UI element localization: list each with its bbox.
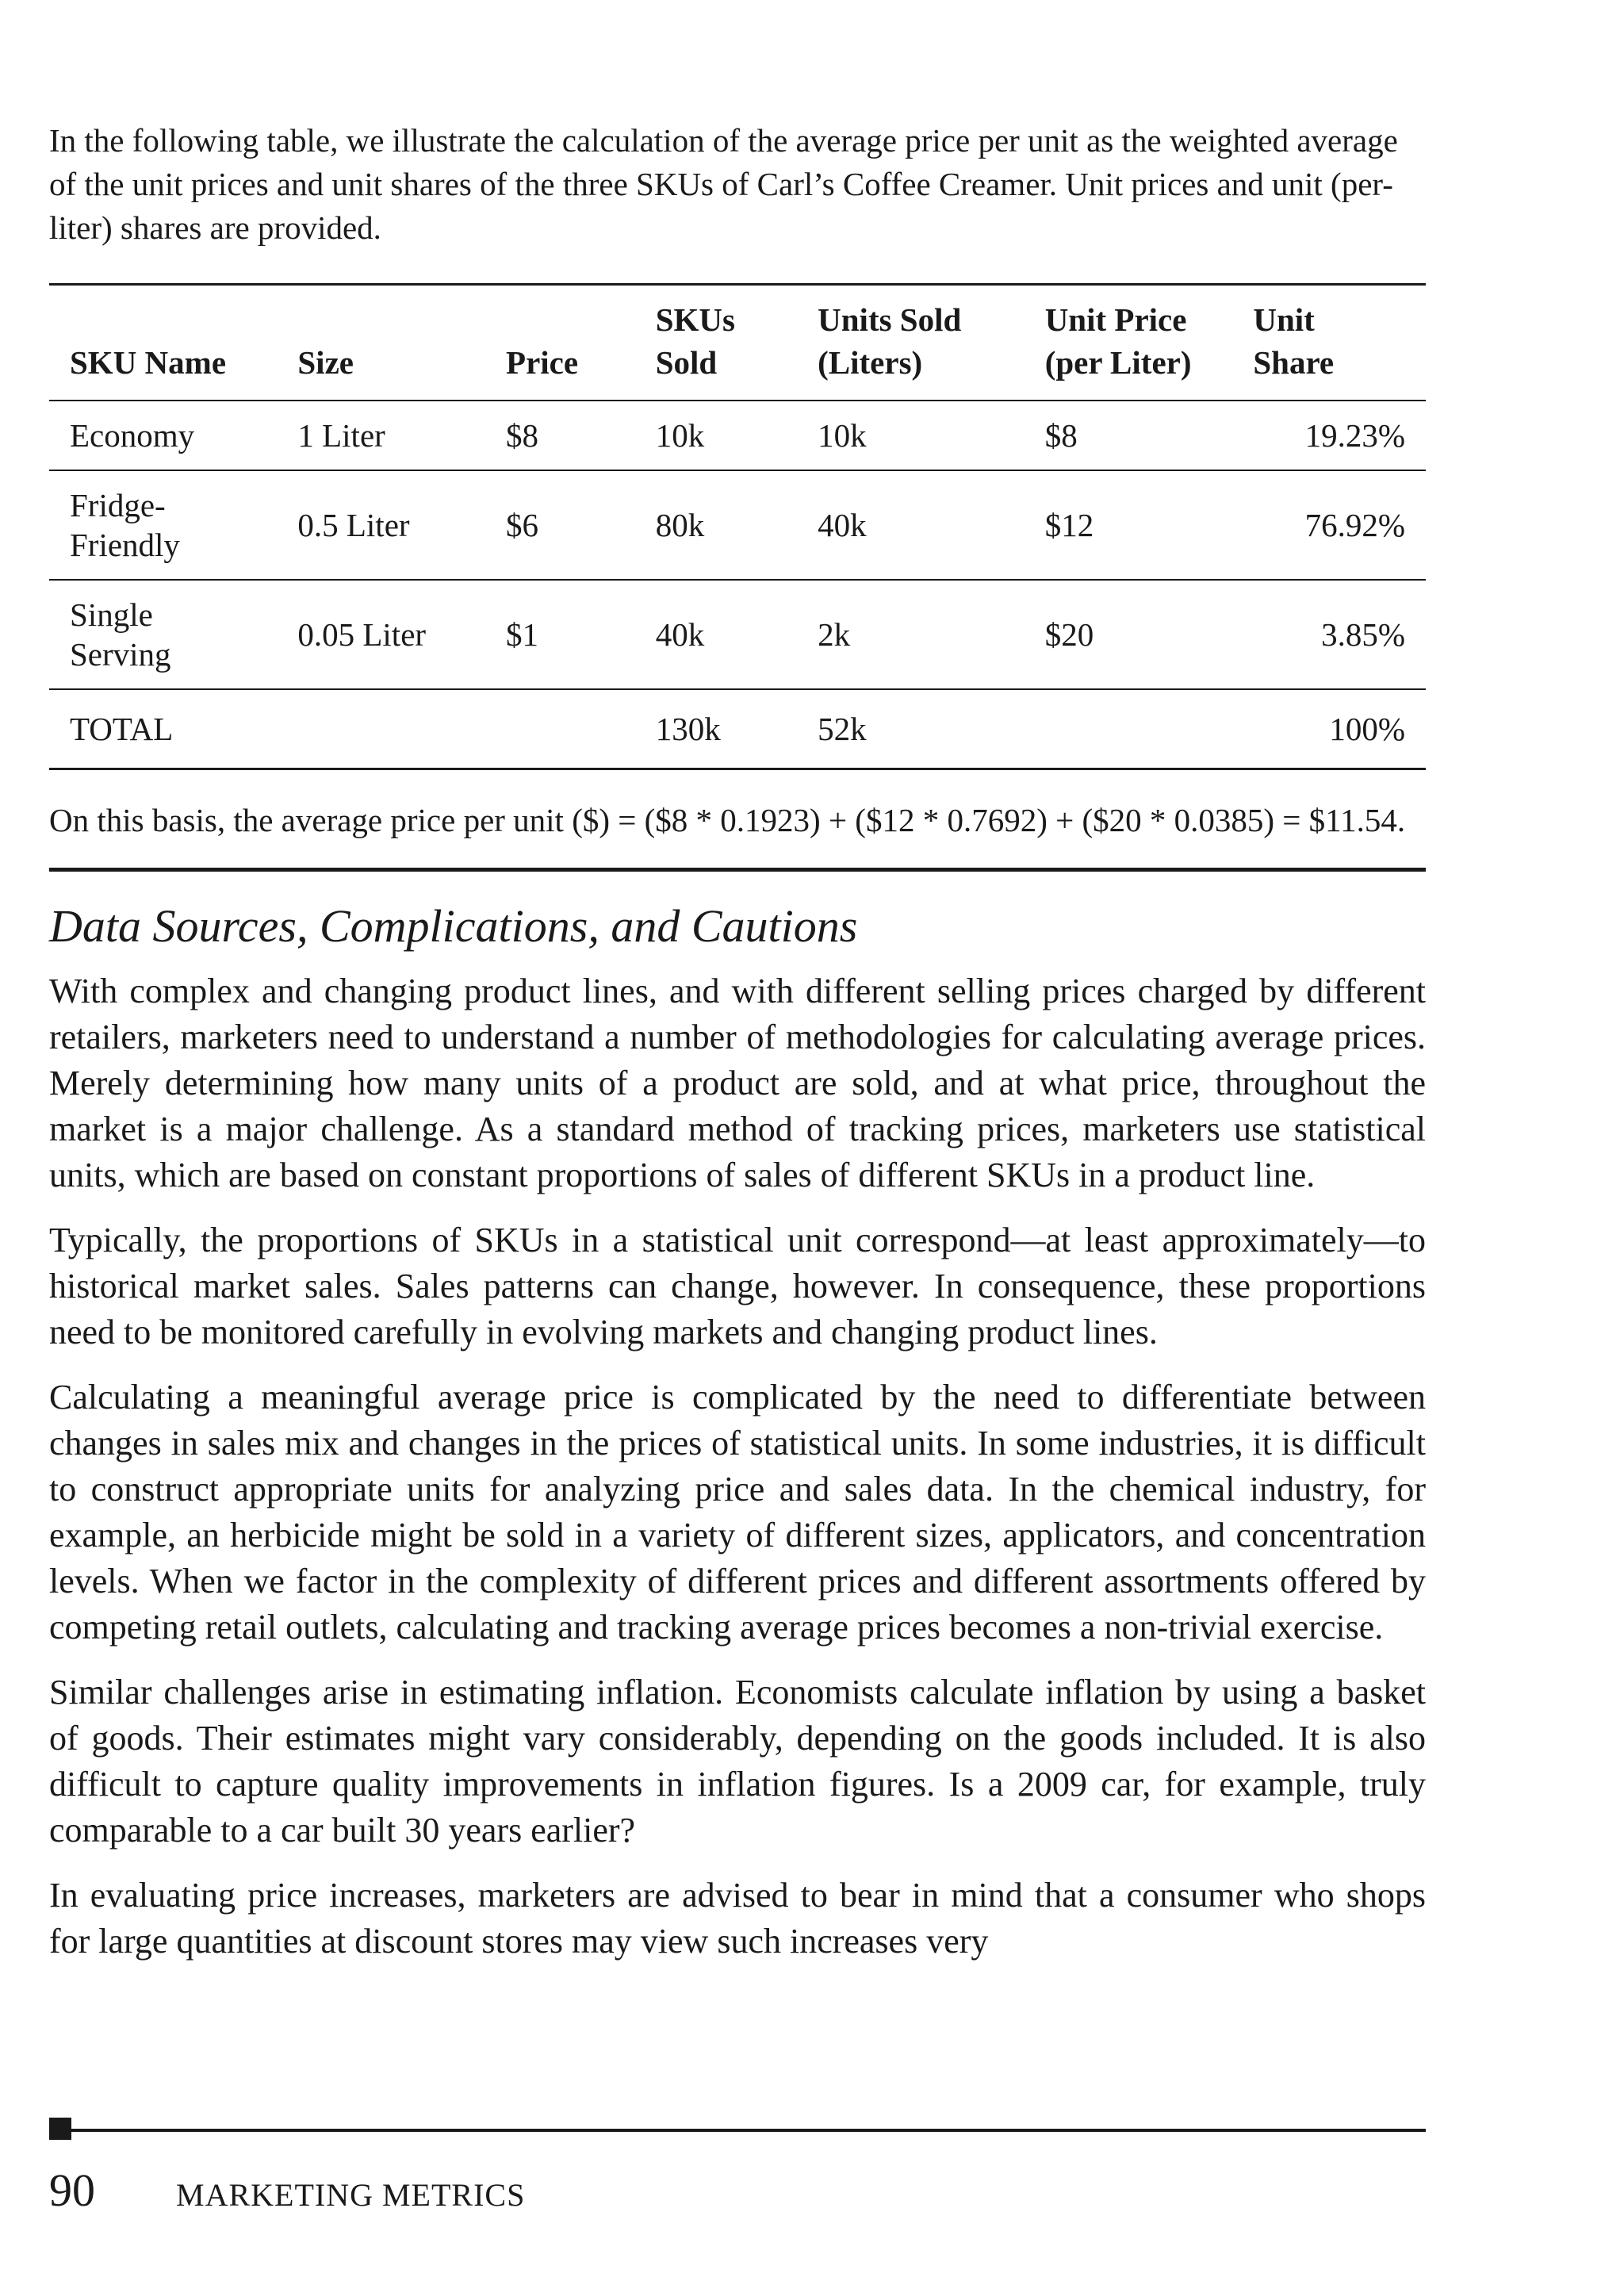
header-sku-name: SKU Name — [49, 285, 277, 401]
cell-units-sold: 2k — [797, 580, 1025, 689]
header-unit-share: Unit Share — [1232, 285, 1426, 401]
cell-skus-sold: 40k — [635, 580, 797, 689]
cell-units-sold: 40k — [797, 470, 1025, 580]
cell-total-unit-share: 100% — [1232, 689, 1426, 769]
page-content — [49, 119, 1426, 1984]
cell-unit-price: $12 — [1025, 470, 1233, 580]
cell-size: 1 Liter — [277, 401, 485, 470]
cell-sku-name: Economy — [49, 401, 277, 470]
cell-total-skus-sold: 130k — [635, 689, 797, 769]
cell-skus-sold: 10k — [635, 401, 797, 470]
cell-price: $6 — [485, 470, 635, 580]
header-unit-price: Unit Price (per Liter) — [1025, 285, 1233, 401]
cell-size: 0.05 Liter — [277, 580, 485, 689]
cell-unit-share: 76.92% — [1232, 470, 1426, 580]
body-paragraph: In evaluating price increases, marketers are advised to bear in mind that a consumer who shops for large quantities at discount stores may view such increases very — [49, 1876, 1426, 1961]
table-row — [49, 401, 1426, 470]
footer-rule — [49, 2129, 1426, 2132]
square-marker-icon — [49, 2118, 71, 2140]
calculation-paragraph: On this basis, the average price per unit ($) = ($8 * 0.1923) + ($12 * 0.7692) + ($20 * 0.0385) = $11.54. — [49, 802, 1406, 838]
cell-unit-price: $20 — [1025, 580, 1233, 689]
table-row — [49, 470, 1426, 580]
cell-unit-share: 3.85% — [1232, 580, 1426, 689]
cell-size: 0.5 Liter — [277, 470, 485, 580]
header-units-sold: Units Sold (Liters) — [797, 285, 1025, 401]
body-paragraph: Similar challenges arise in estimating inflation. Economists calculate inflation by using a basket of goods. Their estimates might vary considerably, depending on the goods included. It is also difficult to capture quality improvements in inflation figures. Is a 2009 car, for example, truly comparable to a car built 30 years earlier? — [49, 1673, 1426, 1850]
cell-unit-share: 19.23% — [1232, 401, 1426, 470]
page-number: 90 — [49, 2164, 95, 2216]
section-heading: Data Sources, Complications, and Cautions — [49, 900, 858, 952]
cell-total-size — [277, 689, 485, 769]
cell-price: $8 — [485, 401, 635, 470]
sku-table — [49, 283, 1426, 770]
cell-units-sold: 10k — [797, 401, 1025, 470]
cell-total-unit-price — [1025, 689, 1233, 769]
body-paragraph: Calculating a meaningful average price is complicated by the need to differentiate between changes in sales mix and changes in the prices of statistical units. In some industries, it is difficult to construct appropriate units for analyzing price and sales data. In the chemical industry, for example, an herbicide might be sold in a variety of different sizes, applicators, and concentration levels. When we factor in the complexity of different prices and different assortments offered by competing retail outlets, calculating and tracking average prices becomes a non-trivial exercise. — [49, 1378, 1426, 1647]
intro-paragraph: In the following table, we illustrate the calculation of the average price per unit as the weighted average of the unit prices and unit shares of the three SKUs of Carl’s Coffee Creamer. Unit prices and unit (per-liter) shares are provided. — [49, 122, 1398, 246]
cell-total-price — [485, 689, 635, 769]
table-row — [49, 580, 1426, 689]
section-divider — [49, 868, 1426, 872]
cell-total-label: TOTAL — [49, 689, 277, 769]
table-total-row — [49, 689, 1426, 769]
cell-skus-sold: 80k — [635, 470, 797, 580]
cell-total-units-sold: 52k — [797, 689, 1025, 769]
cell-price: $1 — [485, 580, 635, 689]
cell-unit-price: $8 — [1025, 401, 1233, 470]
header-skus-sold: SKUs Sold — [635, 285, 797, 401]
header-size: Size — [277, 285, 485, 401]
running-title: MARKETING METRICS — [176, 2177, 526, 2213]
cell-sku-name: Single Serving — [49, 580, 277, 689]
table-header-row — [49, 285, 1426, 401]
header-price: Price — [485, 285, 635, 401]
body-paragraph: Typically, the proportions of SKUs in a statistical unit correspond—at least approximately—to historical market sales. Sales patterns can change, however. In consequence, these proportions need to be monitored carefully in evolving markets and changing product lines. — [49, 1221, 1426, 1351]
cell-sku-name: Fridge-Friendly — [49, 470, 277, 580]
page-footer — [49, 2129, 1426, 2217]
body-paragraph: With complex and changing product lines, and with different selling prices charged by different retailers, marketers need to understand a number of methodologies for calculating average prices. Merely determining how many units of a product are sold, and at what price, throughout the market is a major challenge. As a standard method of tracking prices, marketers use statistical units, which are based on constant proportions of sales of different SKUs in a product line. — [49, 972, 1426, 1194]
